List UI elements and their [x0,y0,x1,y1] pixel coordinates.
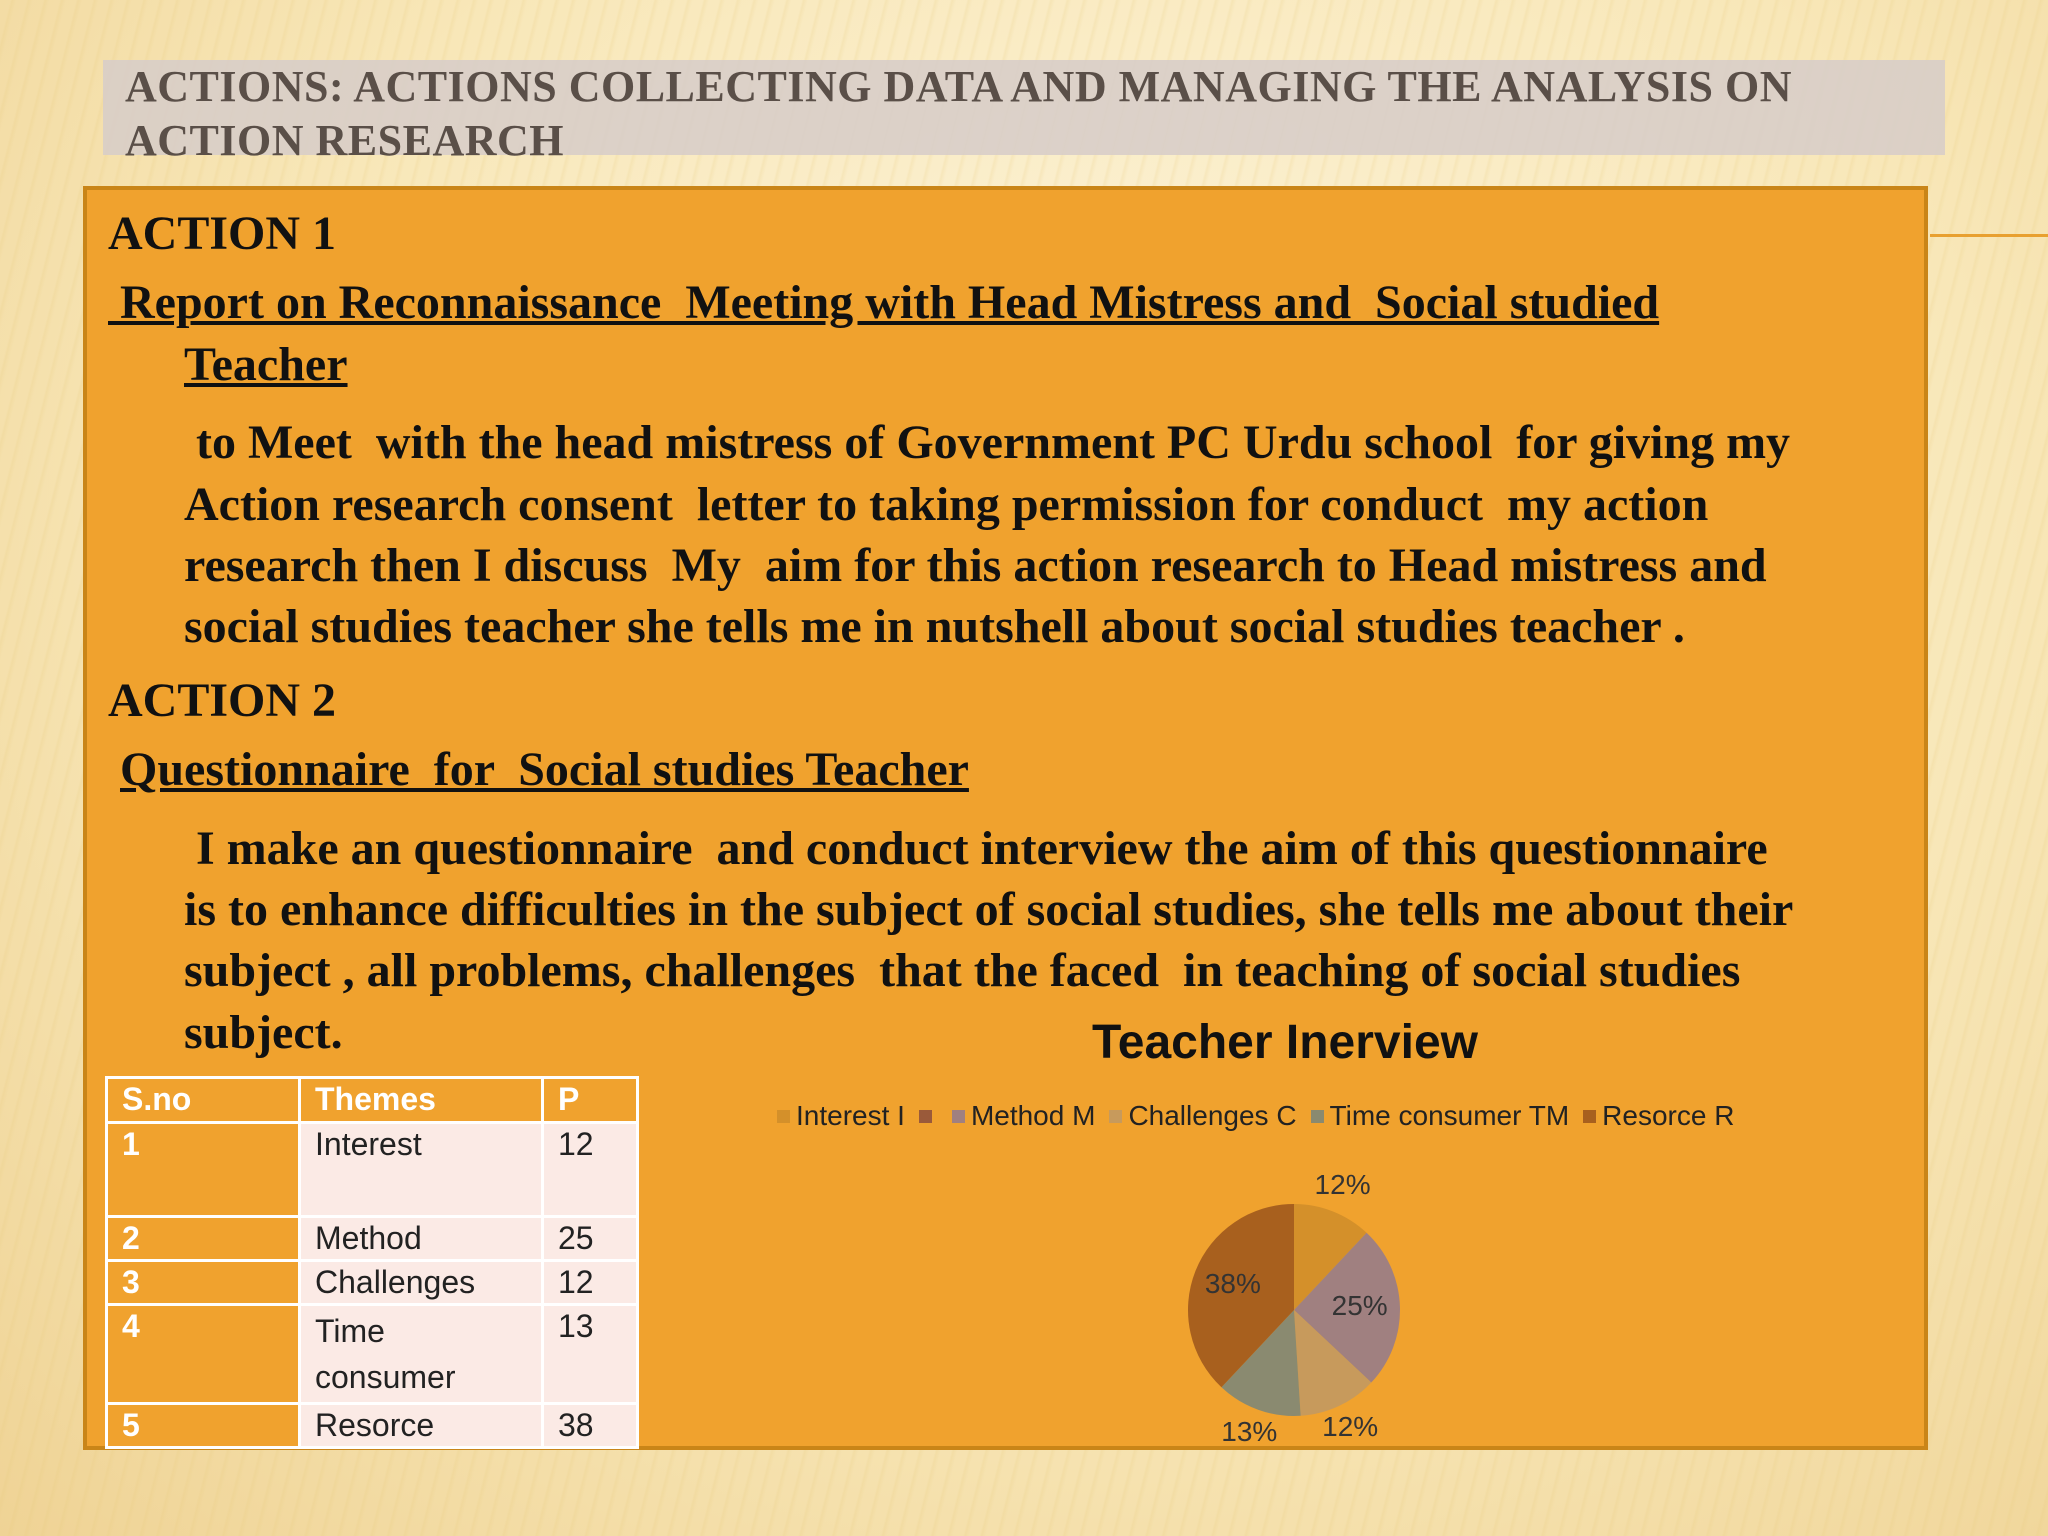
accent-line [1930,234,2048,237]
cell-sno: 5 [107,1404,300,1448]
legend-swatch [1311,1110,1324,1123]
action1-paragraph-line2: Action research consent letter to taking permission for conduct my action [184,478,1709,531]
slide-title: ACTIONS: ACTIONS COLLECTING DATA AND MANAGING THE ANALYSIS ON ACTION RESEARCH [125,62,1792,165]
pie-label-interest: 12% [1314,1169,1371,1201]
legend-swatch [777,1110,790,1123]
cell-theme: Method [300,1217,543,1261]
pie-label-time-consumer: 13% [1221,1416,1278,1448]
table-row [107,1261,638,1305]
cell-p: 25 [543,1217,638,1261]
legend-label: Challenges C [1128,1100,1297,1131]
action2-paragraph-line3: subject , all problems, challenges that the faced in teaching of social studies [184,944,1741,997]
legend-label: Time consumer TM [1329,1100,1570,1131]
action2-heading: ACTION 2 [108,674,337,727]
table-row [107,1305,638,1404]
cell-p: 38 [543,1404,638,1448]
legend-swatch [1583,1110,1596,1123]
title-bar [103,60,1945,165]
legend-swatch [952,1110,965,1123]
cell-p: 12 [543,1123,638,1217]
cell-sno: 2 [107,1217,300,1261]
chart-legend [777,1100,1734,1132]
legend-item [1311,1100,1570,1132]
table-row [107,1123,638,1217]
table-header-row [107,1078,638,1123]
action2-paragraph-line2: is to enhance difficulties in the subject of social studies, she tells me about their [184,883,1794,936]
action1-subtitle-line2: Teacher [184,338,348,391]
header-themes: Themes [300,1078,543,1123]
legend-swatch [919,1110,932,1123]
cell-sno: 4 [107,1305,300,1404]
action2-paragraph-line1: I make an questionnaire and conduct interview the aim of this questionnaire [184,822,1768,875]
legend-item [1109,1100,1296,1132]
content-box [83,186,1928,1450]
chart-title: Teacher Inerview [1092,1016,1478,1069]
header-sno: S.no [107,1078,300,1123]
themes-table [105,1076,639,1449]
table-row [107,1404,638,1448]
action1-heading: ACTION 1 [108,207,337,260]
cell-p: 13 [543,1305,638,1404]
legend-item [952,1100,1096,1132]
cell-sno: 3 [107,1261,300,1305]
table-row [107,1217,638,1261]
legend-item [1583,1100,1734,1132]
pie-label-resorce: 38% [1204,1267,1261,1299]
legend-swatch [1109,1110,1122,1123]
action2-paragraph-line4: subject. [184,1006,343,1059]
action1-subtitle-line1: Report on Reconnaissance Meeting with Head Mistress and Social studied [108,276,1660,329]
cell-theme: Time consumer [300,1305,543,1404]
action1-paragraph-line1: to Meet with the head mistress of Government PC Urdu school for giving my [184,416,1791,469]
legend-item [777,1100,905,1132]
action1-paragraph-line4: social studies teacher she tells me in nutshell about social studies teacher . [184,600,1685,653]
cell-theme: Interest [300,1123,543,1217]
action2-subtitle: Questionnaire for Social studies Teacher [120,743,969,796]
legend-label: Resorce R [1602,1100,1735,1131]
cell-theme: Challenges [300,1261,543,1305]
cell-sno: 1 [107,1123,300,1217]
pie-label-challenges: 12% [1322,1411,1379,1443]
cell-theme: Resorce [300,1404,543,1448]
legend-label: Interest I [796,1100,905,1131]
header-p: P [543,1078,638,1123]
action1-paragraph-line3: research then I discuss My aim for this action research to Head mistress and [184,539,1767,592]
pie-label-method: 25% [1331,1289,1388,1321]
legend-label: Method M [970,1100,1096,1131]
cell-p: 12 [543,1261,638,1305]
legend-item [919,1100,938,1132]
